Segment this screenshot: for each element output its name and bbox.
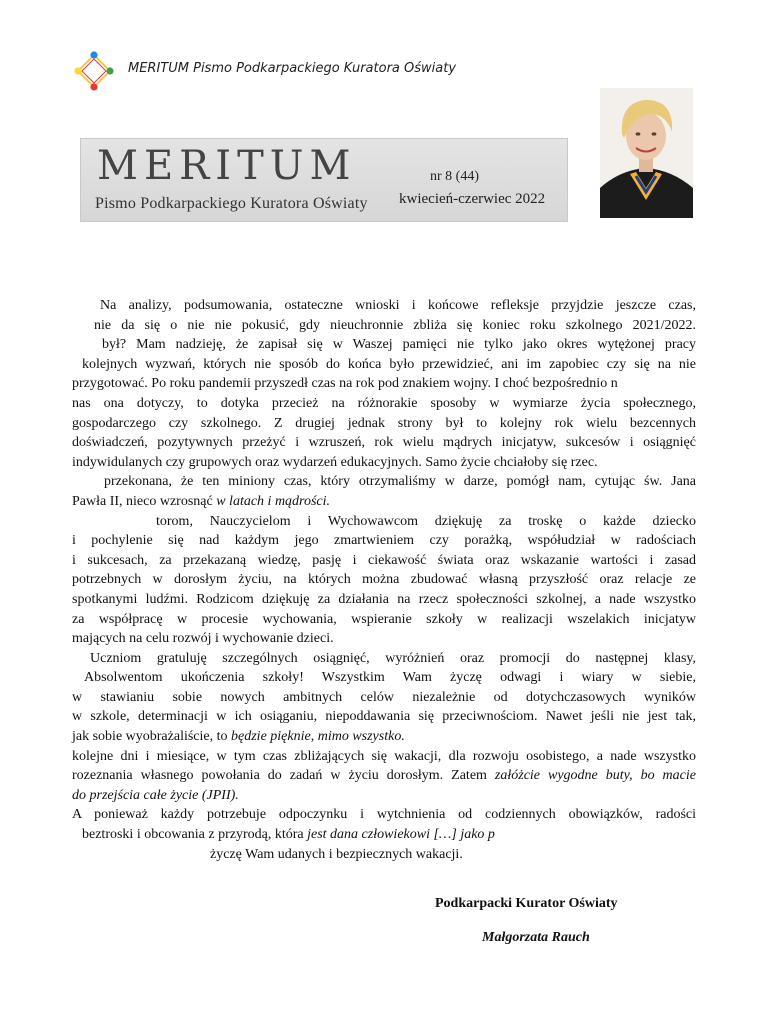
text-line: i sukcesach, za przekazaną wiedzę, pasję i ciekawość świata oraz wskazanie wartości i zasad — [72, 552, 696, 568]
text-line: kolejne dni i miesiące, w tym czas zbliżających się wakacji, dla rozwoju osobistego, a nade wszystko — [72, 748, 696, 764]
quote-text: do przejścia całe życie (JPII). — [72, 787, 239, 803]
quote-text: w latach i mądrości. — [216, 493, 331, 509]
signature-title: Podkarpacki Kurator Oświaty — [435, 896, 618, 911]
paragraph-4 — [72, 805, 696, 864]
text-line: nas ona dotyczy, to dotyka przecież na różnorakie sposoby w wymiarze życia społecznego, — [72, 395, 696, 411]
text-segment: Pawła II, nieco wzrosnąć — [72, 493, 217, 509]
author-portrait — [600, 88, 693, 218]
text-line: kolejnych wyzwań, których nie sposób do końca było przewidzieć, ani im zapobiec czy się na nie — [82, 356, 696, 372]
text-line: indywidulanych czy grupowych oraz wydarzeń edukacyjnych. Samo życie chciałoby się rzec. — [72, 454, 598, 470]
text-line — [72, 727, 696, 747]
paragraph-2 — [72, 512, 696, 649]
text-line: w szkole, determinacji w ich osiąganiu, niepoddawania się przeciwnościom. Nawet jeśli nie jest tak, — [72, 709, 696, 725]
masthead-banner — [80, 138, 568, 222]
text-line: nie da się o nie nie pokusić, gdy nieuchronnie zbliża się koniec roku szkolnego 2021/2022. — [94, 317, 696, 333]
text-line: Uczniom gratuluję szczególnych osiągnięć, wyróżnień oraz promocji do następnej klasy, — [90, 650, 696, 666]
editorial-letter — [72, 296, 696, 864]
text-line: doświadczeń, pozytywnych przeżyć i wzruszeń, rok wielu mądrych inicjatyw, sukcesów i osiągnięć — [72, 435, 696, 451]
text-line: gospodarczego czy szkolnego. Z drugiej jednak strony był to kolejny rok wielu bezcennych — [72, 415, 696, 431]
text-line — [72, 766, 696, 786]
header-text: MERITUM Pismo Podkarpackiego Kuratora Oświaty — [128, 61, 457, 76]
text-line: za współpracę w procesie wychowania, wspieranie szkoły w realizacji wszelakich inicjatyw — [72, 611, 696, 627]
text-line — [72, 786, 696, 806]
masthead-title: MERITUM — [97, 143, 357, 189]
text-line: potrzebnych w dorosłym życiu, na których można zbudować własną przyszłość oraz relacje ze — [72, 572, 696, 588]
text-line: był? Mam nadzieję, że zapisał się w Waszej pamięci nie tylko jako okres wytężonej pracy — [102, 337, 696, 353]
text-line: w stawianiu sobie nowych ambitnych celów niezależnie od dotychczasowych wyników — [72, 689, 696, 705]
paragraph-3 — [72, 649, 696, 806]
text-segment: jak sobie wyobrażaliście, to — [72, 729, 232, 745]
text-line: A ponieważ każdy potrzebuje odpoczynku i wytchnienia od codziennych obowiązków, radości — [72, 807, 696, 823]
quote-text: załóżcie wygodne buty, bo macie — [494, 768, 696, 784]
quote-text: jest dana człowiekowi […] jako p — [307, 827, 495, 843]
text-line: życzę Wam udanych i bezpiecznych wakacji. — [210, 846, 463, 862]
text-line: Na analizy, podsumowania, ostateczne wnioski i końcowe refleksje przyjdzie jeszcze czas, — [100, 298, 696, 313]
paragraph-1 — [72, 296, 696, 512]
text-line: i pochylenie się nad każdym jego zmartwieniem czy porażką, współudział w radościach — [72, 533, 696, 549]
text-line: mających na celu rozwój i wychowanie dzieci. — [72, 631, 334, 647]
text-segment: beztroski i obcowania z przyrodą, która — [82, 827, 308, 843]
meritum-logo-icon — [72, 50, 116, 92]
text-line — [72, 492, 696, 512]
emphasis-text: będzie pięknie, mimo wszystko. — [231, 729, 405, 745]
page-header — [72, 50, 472, 92]
portrait-image — [600, 88, 693, 218]
text-segment: rozeznania własnego powołania do zadań w życiu dorosłym. Zatem — [72, 768, 495, 784]
text-line: spotkanymi ludźmi. Rodzicom dziękuję za działania na rzecz społeczności szkolnej, a nade wszystko — [72, 591, 696, 607]
masthead-subtitle: Pismo Podkarpackiego Kuratora Oświaty — [95, 195, 368, 212]
text-line: Absolwentom ukończenia szkoły! Wszystkim Wam życzę odwagi i wiary w siebie, — [84, 670, 696, 686]
issue-period: kwiecień-czerwiec 2022 — [399, 191, 546, 207]
text-line: przekonana, że ten miniony czas, który otrzymaliśmy w darze, pomógł nam, cytując św. Jana — [104, 474, 696, 490]
signature-name: Małgorzata Rauch — [482, 930, 590, 945]
text-line: przygotować. Po roku pandemii przyszedł czas na rok pod znakiem wojny. I choć bezpośrednio n — [72, 376, 618, 392]
text-line: torom, Nauczycielom i Wychowawcom dziękuję za troskę o każde dziecko — [156, 513, 696, 529]
issue-number: nr 8 (44) — [430, 169, 479, 184]
text-line — [72, 825, 696, 845]
